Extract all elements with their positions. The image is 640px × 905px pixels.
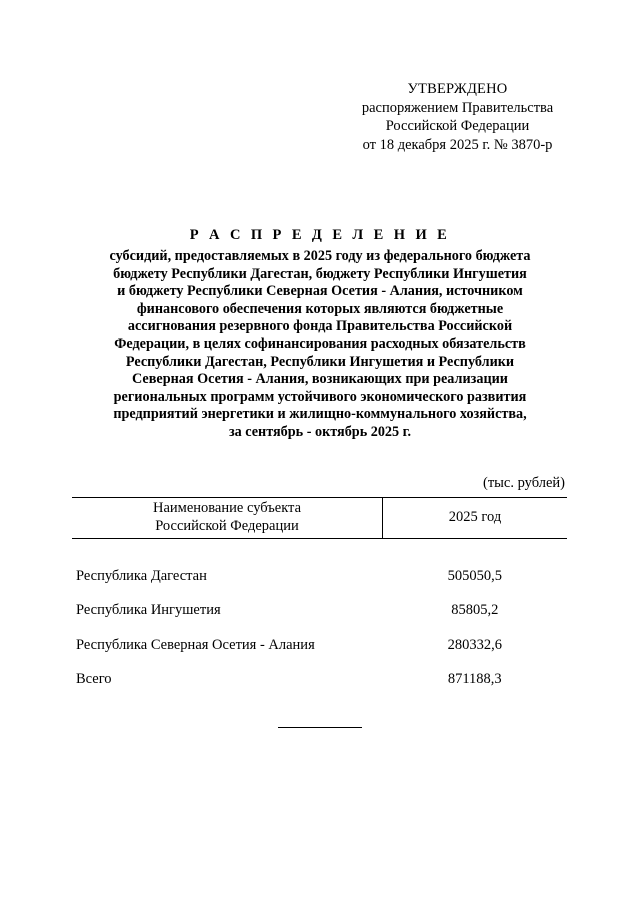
approval-line-government: Российской Федерации	[385, 118, 530, 134]
row-total-amount: 871188,3	[447, 671, 502, 688]
subtitle-line: бюджету Республики Дагестан, бюджету Республики Ингушетия	[113, 265, 527, 282]
row-subject-name: Республика Ингушетия	[76, 602, 221, 619]
subtitle-line: финансового обеспечения которых являются бюджетные	[136, 300, 504, 317]
table-row	[72, 594, 567, 629]
approval-line-date-number: от 18 декабря 2025 г. № 3870-р	[362, 136, 553, 153]
subtitle-line: Федерации, в целях софинансирования расходных обязательств	[114, 335, 526, 352]
row-total-label: Всего	[76, 671, 112, 688]
table-row	[72, 628, 567, 663]
distribution-table	[72, 497, 567, 697]
row-amount: 505050,5	[447, 567, 502, 584]
approval-block	[340, 80, 575, 154]
header-subject-line1: Наименование субъекта	[152, 500, 302, 516]
header-subject-line2: Российской Федерации	[155, 517, 299, 534]
row-amount: 85805,2	[451, 602, 499, 619]
row-subject-name: Республика Северная Осетия - Алания	[76, 636, 315, 653]
document-title: Р А С П Р Е Д Е Л Е Н И Е	[189, 227, 451, 243]
approval-heading: УТВЕРЖДЕНО	[407, 81, 508, 97]
subtitle-line: Северная Осетия - Алания, возникающих при реализации	[132, 371, 508, 388]
table-row-total	[72, 663, 567, 698]
row-amount: 280332,6	[447, 636, 502, 653]
subtitle-line: ассигнования резервного фонда Правительства Российской	[127, 318, 513, 335]
subtitle-line: предприятий энергетики и жилищно-коммунального хозяйства,	[113, 406, 527, 423]
table-header-row	[72, 498, 567, 539]
approval-line-order: распоряжением Правительства	[361, 99, 554, 116]
header-year: 2025 год	[383, 498, 568, 539]
subtitle-line: за сентябрь - октябрь 2025 г.	[228, 423, 412, 440]
units-label: (тыс. рублей)	[483, 475, 565, 491]
table-row	[72, 539, 567, 594]
subtitle-line: субсидий, предоставляемых в 2025 году из федерального бюджета	[109, 248, 531, 264]
subtitle-line: Республики Дагестан, Республики Ингушетия и Республики	[125, 353, 515, 370]
document-subtitle	[72, 248, 568, 442]
closing-divider	[278, 727, 362, 728]
subtitle-line: региональных программ устойчивого экономического развития	[113, 388, 527, 405]
header-subject-name	[72, 498, 383, 539]
subtitle-line: и бюджету Республики Северная Осетия - Алания, источником	[117, 283, 523, 300]
row-subject-name: Республика Дагестан	[76, 567, 207, 584]
